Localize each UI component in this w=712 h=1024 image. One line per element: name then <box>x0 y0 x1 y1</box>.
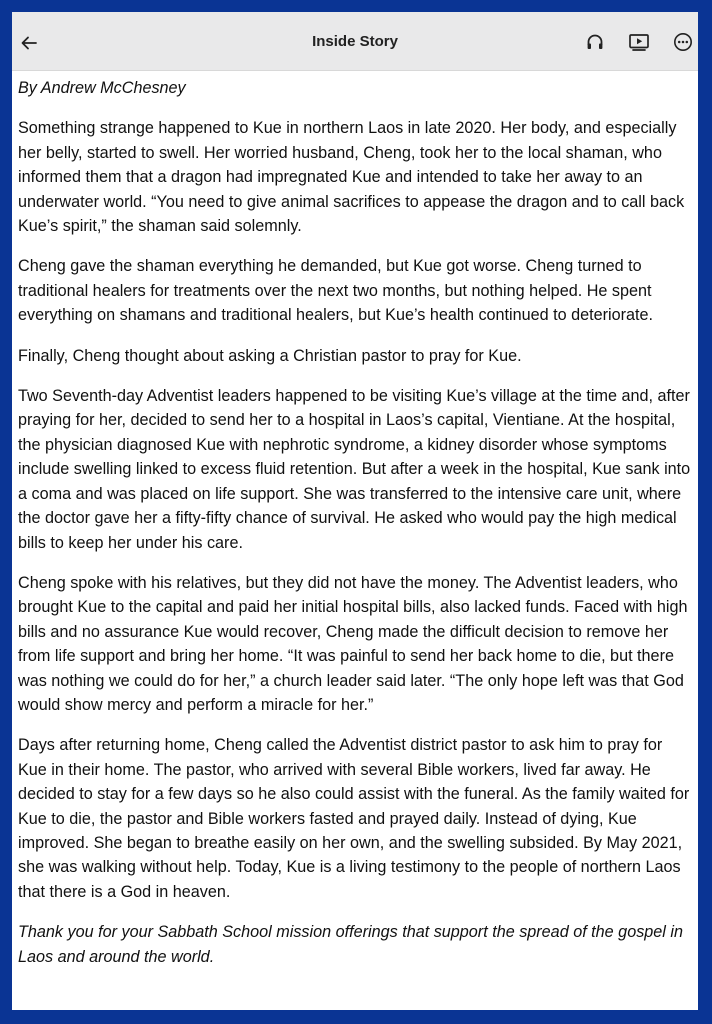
video-play-icon <box>628 32 650 57</box>
article-closing: Thank you for your Sabbath School mission offerings that support the spread of the gospel in Laos and around the world. <box>18 923 683 966</box>
article-content <box>18 76 694 985</box>
article-paragraph: Cheng spoke with his relatives, but they did not have the money. The Adventist leaders, who brought Kue to the capital and paid her initial hospital bills, also lacked funds. Faced with high bills and no assurance Kue would recover, Cheng made the difficult decision to remove her from life support and bring her home. “It was painful to send her back home to die, but there was nothing we could do for her,” a church leader said later. “The only hope left was that God would show mercy and perform a miracle for her.” <box>18 573 688 714</box>
article-byline: By Andrew McChesney <box>18 79 186 97</box>
toolbar-actions <box>566 29 698 59</box>
article-paragraph: Days after returning home, Cheng called the Adventist district pastor to ask him to pray for Kue in their home. The pastor, who arrived with several Bible workers, lived far away. He decided to stay for a few days so he also could assist with the funeral. As the family waited for Kue to die, the pastor and Bible workers fasted and prayed daily. Instead of dying, Kue improved. She began to breathe easily on her own, and the swelling subsided. By May 2021, she was walking without help. Today, Kue is a living testimony to the people of northern Laos that there is a God in heaven. <box>18 736 690 901</box>
headphones-icon <box>585 32 605 57</box>
article-paragraph: Two Seventh-day Adventist leaders happened to be visiting Kue’s village at the time and, after praying for her, decided to send her to a hospital in Laos’s capital, Vientiane. At the hospital, the physician diagnosed Kue with nephrotic syndrome, a kidney disorder whose symptoms include swelling linked to excess fluid retention. But after a week in the hospital, Kue sank into a coma and was placed on life support. She was transferred to the intensive care unit, where the doctor gave her a fifty-fifty chance of survival. He asked who would pay the high medical bills to keep her under his care. <box>18 387 691 552</box>
article-paragraph: Finally, Cheng thought about asking a Christian pastor to pray for Kue. <box>18 346 522 365</box>
status-bar <box>12 12 698 20</box>
top-toolbar <box>12 20 698 71</box>
more-options-button[interactable] <box>668 29 698 59</box>
app-window <box>12 12 698 1010</box>
video-button[interactable] <box>624 29 654 59</box>
article-paragraph: Something strange happened to Kue in northern Laos in late 2020. Her body, and especially her belly, started to swell. Her worried husband, Cheng, took her to the local shaman, who informed them that a dragon had impregnated Kue and intended to take her away to an underwater world. “You need to give animal sacrifices to appease the dragon and to call back Kue’s spirit,” the shaman said solemnly. <box>18 119 685 236</box>
audio-button[interactable] <box>580 29 610 59</box>
article-paragraph: Cheng gave the shaman everything he demanded, but Kue got worse. Cheng turned to traditional healers for treatments over the next two months, but nothing helped. He spent everything on shamans and traditional healers, but Kue’s health continued to deteriorate. <box>18 257 654 325</box>
more-options-icon <box>673 32 693 57</box>
page-title: Inside Story <box>312 33 398 50</box>
